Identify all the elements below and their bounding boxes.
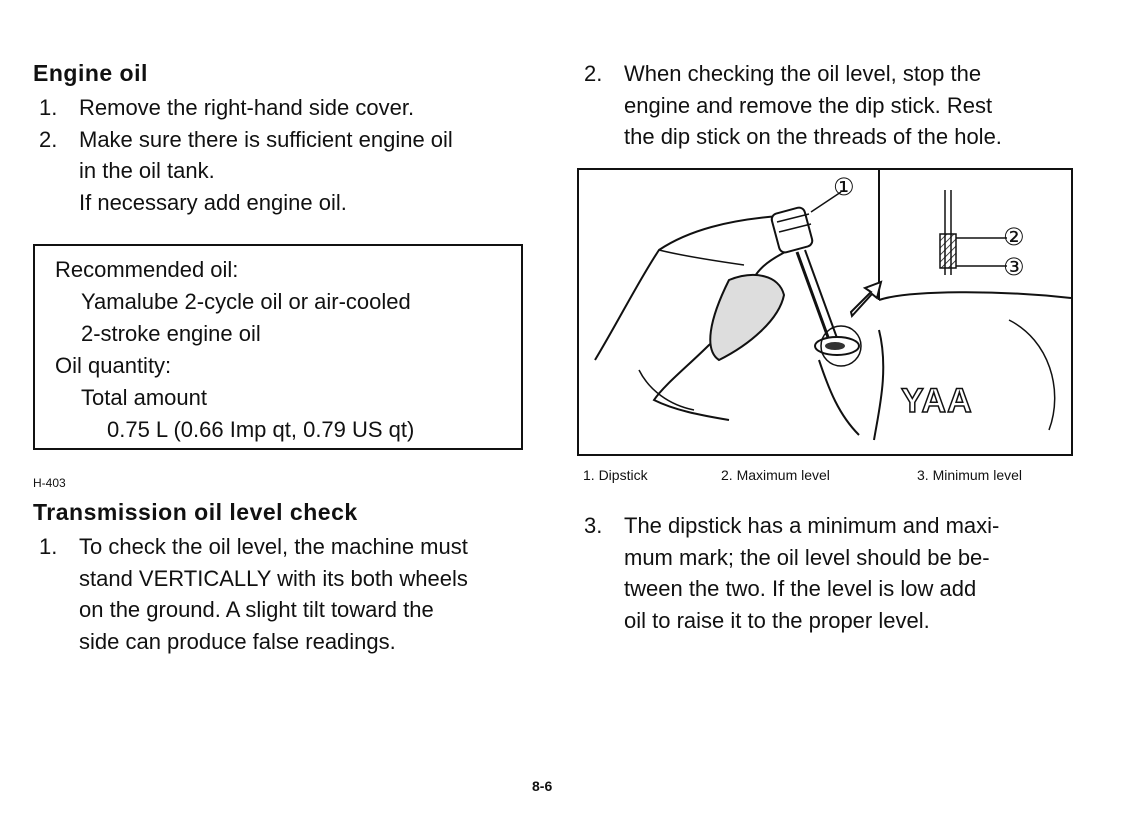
arrow-icon	[851, 282, 881, 316]
total-amount-value: 0.75 L (0.66 Imp qt, 0.79 US qt)	[107, 417, 415, 442]
engine-cover-top	[879, 292, 1071, 300]
dipstick-drawing	[579, 170, 1071, 454]
step-text	[79, 531, 523, 657]
recommended-oil-line-2: 2-stroke engine oil	[81, 321, 261, 346]
gauge-marked-area	[940, 234, 956, 268]
dipstick-step-3-section	[578, 510, 1070, 636]
total-amount-label: Total amount	[81, 385, 207, 410]
step-line: The dipstick has a minimum and maxi-	[624, 513, 1000, 538]
palm-line	[639, 370, 694, 410]
step-line: Remove the right-hand side cover.	[79, 95, 415, 120]
engine-cover-curve	[1009, 320, 1055, 430]
transmission-step-1	[33, 531, 523, 657]
step-line: the dip stick on the threads of the hole.	[624, 124, 1002, 149]
figure-caption	[583, 467, 1073, 483]
dipstick-rod-edge	[805, 250, 837, 338]
step-text	[79, 124, 533, 219]
step-number: 1.	[39, 534, 58, 559]
callout-2: ②	[1003, 223, 1025, 251]
step-line: in the oil tank.	[79, 158, 215, 183]
dipstick-rod	[797, 252, 829, 340]
caption-item-3: 3. Minimum level	[917, 467, 1023, 483]
dipstick-step-2	[578, 58, 1078, 153]
dipstick-cap	[770, 206, 813, 253]
engine-cover-side	[874, 330, 883, 440]
step-text	[624, 510, 1070, 636]
step-line: oil to raise it to the proper level.	[624, 607, 930, 633]
step-line: If necessary add engine oil.	[79, 189, 347, 215]
caption-item-1: 1. Dipstick	[583, 467, 648, 483]
step-line: engine and remove the dip stick. Rest	[624, 92, 993, 118]
dipstick-illustration	[577, 168, 1073, 456]
step-text	[624, 58, 1078, 153]
step-line: Make sure there is sufficient engine oil	[79, 126, 453, 152]
engine-oil-step-1	[33, 92, 533, 124]
callout-3: ③	[1003, 253, 1025, 281]
page-number: 8-6	[532, 778, 553, 794]
recommended-oil-label: Recommended oil:	[55, 257, 239, 282]
step-number: 3.	[584, 513, 603, 538]
brand-lettering: YAA	[901, 382, 973, 420]
step-line: stand VERTICALLY with its both wheels	[79, 565, 468, 591]
section-code: H-403	[33, 476, 66, 490]
engine-edge	[819, 360, 859, 435]
step-line: When checking the oil level, stop the	[624, 61, 982, 86]
step-number: 1.	[39, 95, 58, 120]
step-number: 2.	[584, 61, 603, 86]
thumb-shape	[710, 275, 784, 360]
engine-oil-section	[33, 58, 533, 218]
transmission-oil-heading: Transmission oil level check	[33, 499, 358, 525]
step-text	[79, 92, 533, 124]
oil-spec-box	[33, 244, 523, 450]
finger-line	[659, 250, 744, 265]
engine-oil-heading: Engine oil	[33, 60, 148, 86]
step-line: mum mark; the oil level should be be-	[624, 544, 990, 570]
step-line: side can produce false readings.	[79, 628, 396, 654]
caption-item-2: 2. Maximum level	[721, 467, 830, 483]
recommended-oil-line-1: Yamalube 2-cycle oil or air-cooled	[81, 289, 411, 314]
dipstick-step-3	[578, 510, 1070, 636]
step-line: tween the two. If the level is low add	[624, 576, 977, 601]
transmission-oil-section	[33, 531, 523, 657]
step-line: To check the oil level, the machine must	[79, 534, 468, 559]
step-number: 2.	[39, 126, 58, 152]
step-line: on the ground. A slight tilt toward the	[79, 597, 434, 622]
oil-quantity-label: Oil quantity:	[55, 353, 172, 378]
dipstick-section	[578, 58, 1078, 153]
filler-hole-inner	[825, 342, 845, 350]
engine-oil-step-2	[33, 124, 533, 219]
callout-1: ①	[833, 173, 855, 201]
